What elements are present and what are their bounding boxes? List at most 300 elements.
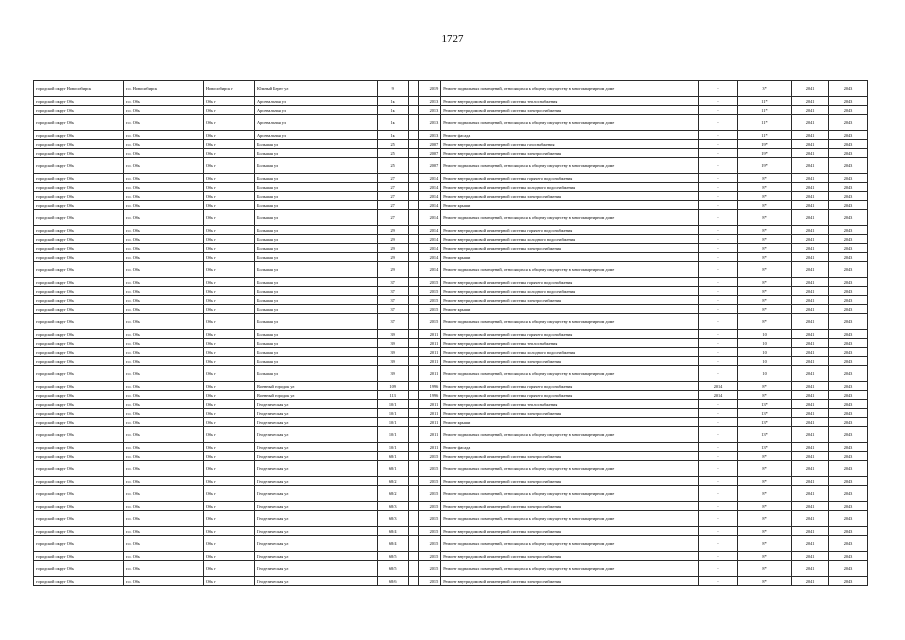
house-number-cell: 27	[377, 183, 408, 192]
year-cell: 2015	[418, 314, 441, 330]
work-type-cell: Ремонт внутридомовой инженерной системы горячего водоснабжения	[441, 382, 699, 391]
year-cell: 2015	[418, 511, 441, 527]
municipality-cell: городской округ Обь	[34, 391, 124, 400]
wear-percent-cell: 8*	[737, 552, 791, 561]
year-cell: 2011	[418, 330, 441, 339]
settlement-cell: г.о. Обь	[124, 287, 204, 296]
house-number-cell: 1к	[377, 115, 408, 131]
locality-cell: Обь г	[203, 253, 254, 262]
settlement-cell: г.о. Обь	[124, 106, 204, 115]
settlement-cell: г.о. Обь	[124, 577, 204, 586]
house-number-cell: 29	[377, 262, 408, 278]
year-cell: 2013	[418, 97, 441, 106]
house-number-cell: 25	[377, 140, 408, 149]
wear-percent-cell: 10	[737, 339, 791, 348]
locality-cell: Обь г	[203, 357, 254, 366]
locality-cell: Обь г	[203, 296, 254, 305]
period-end-cell: 2043	[829, 158, 868, 174]
period-start-cell: 2041	[792, 97, 829, 106]
house-letter-cell	[408, 477, 418, 486]
house-letter-cell	[408, 158, 418, 174]
wear-percent-cell: 11*	[737, 106, 791, 115]
wear-percent-cell: 8*	[737, 577, 791, 586]
house-number-cell: 37	[377, 314, 408, 330]
house-letter-cell	[408, 253, 418, 262]
street-cell: Южный Берег ул	[255, 81, 378, 97]
locality-cell: Обь г	[203, 561, 254, 577]
settlement-cell: г.о. Обь	[124, 552, 204, 561]
locality-cell: Обь г	[203, 140, 254, 149]
house-letter-cell	[408, 149, 418, 158]
work-type-cell: Ремонт фасада	[441, 443, 699, 452]
municipality-cell: городской округ Обь	[34, 140, 124, 149]
street-cell: Большая ул	[255, 278, 378, 287]
wear-percent-cell: 3*	[737, 81, 791, 97]
street-cell: Военный городок ул	[255, 382, 378, 391]
house-number-cell: 1к	[377, 97, 408, 106]
house-number-cell: 1к	[377, 106, 408, 115]
house-number-cell: 68/3	[377, 502, 408, 511]
street-cell: Большая ул	[255, 201, 378, 210]
work-type-cell: Ремонт подвальных помещений, относящихся к общему имуществу в многоквартирном доме	[441, 158, 699, 174]
locality-cell: Обь г	[203, 418, 254, 427]
house-letter-cell	[408, 305, 418, 314]
locality-cell: Обь г	[203, 235, 254, 244]
house-letter-cell	[408, 577, 418, 586]
wear-percent-cell: 8*	[737, 314, 791, 330]
settlement-cell: г.о. Новосибирск	[124, 81, 204, 97]
work-type-cell: Ремонт подвальных помещений, относящихся к общему имуществу в многоквартирном доме	[441, 486, 699, 502]
previous-repair-year-cell: -	[699, 149, 738, 158]
municipality-cell: городской округ Обь	[34, 192, 124, 201]
locality-cell: Обь г	[203, 131, 254, 140]
locality-cell: Обь г	[203, 226, 254, 235]
previous-repair-year-cell: -	[699, 427, 738, 443]
period-end-cell: 2043	[829, 81, 868, 97]
period-end-cell: 2043	[829, 348, 868, 357]
house-number-cell: 39	[377, 339, 408, 348]
locality-cell: Обь г	[203, 391, 254, 400]
period-end-cell: 2043	[829, 486, 868, 502]
house-number-cell: 25	[377, 158, 408, 174]
year-cell: 2014	[418, 192, 441, 201]
wear-percent-cell: 8*	[737, 183, 791, 192]
municipality-cell: городской округ Обь	[34, 461, 124, 477]
municipality-cell: городской округ Обь	[34, 443, 124, 452]
year-cell: 2014	[418, 201, 441, 210]
locality-cell: Обь г	[203, 192, 254, 201]
period-end-cell: 2043	[829, 452, 868, 461]
settlement-cell: г.о. Обь	[124, 357, 204, 366]
wear-percent-cell: 11*	[737, 97, 791, 106]
settlement-cell: г.о. Обь	[124, 174, 204, 183]
period-start-cell: 2041	[792, 477, 829, 486]
house-letter-cell	[408, 357, 418, 366]
previous-repair-year-cell: -	[699, 357, 738, 366]
period-start-cell: 2041	[792, 536, 829, 552]
municipality-cell: городской округ Обь	[34, 552, 124, 561]
settlement-cell: г.о. Обь	[124, 339, 204, 348]
house-number-cell: 68/6	[377, 577, 408, 586]
table-row	[34, 305, 868, 314]
previous-repair-year-cell: -	[699, 140, 738, 149]
year-cell: 2015	[418, 552, 441, 561]
locality-cell: Обь г	[203, 115, 254, 131]
house-number-cell: 68/4	[377, 527, 408, 536]
settlement-cell: г.о. Обь	[124, 192, 204, 201]
previous-repair-year-cell: -	[699, 330, 738, 339]
period-start-cell: 2041	[792, 158, 829, 174]
house-letter-cell	[408, 409, 418, 418]
house-number-cell: 9	[377, 81, 408, 97]
settlement-cell: г.о. Обь	[124, 427, 204, 443]
period-end-cell: 2043	[829, 97, 868, 106]
period-start-cell: 2041	[792, 106, 829, 115]
period-start-cell: 2041	[792, 314, 829, 330]
work-type-cell: Ремонт внутридомовой инженерной системы теплоснабжения	[441, 400, 699, 409]
previous-repair-year-cell: 2014	[699, 382, 738, 391]
street-cell: Большая ул	[255, 357, 378, 366]
period-start-cell: 2041	[792, 183, 829, 192]
settlement-cell: г.о. Обь	[124, 400, 204, 409]
wear-percent-cell: 11*	[737, 115, 791, 131]
house-letter-cell	[408, 330, 418, 339]
house-number-cell: 29	[377, 235, 408, 244]
previous-repair-year-cell: -	[699, 253, 738, 262]
year-cell: 2013	[418, 115, 441, 131]
previous-repair-year-cell: -	[699, 409, 738, 418]
year-cell: 2015	[418, 278, 441, 287]
period-end-cell: 2043	[829, 461, 868, 477]
municipality-cell: городской округ Обь	[34, 527, 124, 536]
street-cell: Большая ул	[255, 339, 378, 348]
previous-repair-year-cell: -	[699, 443, 738, 452]
work-type-cell: Ремонт внутридомовой инженерной системы горячего водоснабжения	[441, 391, 699, 400]
street-cell: Арсенальная ул	[255, 131, 378, 140]
settlement-cell: г.о. Обь	[124, 502, 204, 511]
work-type-cell: Ремонт внутридомовой инженерной системы газоснабжения	[441, 140, 699, 149]
municipality-cell: городской округ Обь	[34, 409, 124, 418]
municipality-cell: городской округ Обь	[34, 149, 124, 158]
table-row	[34, 357, 868, 366]
period-start-cell: 2041	[792, 511, 829, 527]
street-cell: Геодезическая ул	[255, 418, 378, 427]
year-cell: 2011	[418, 427, 441, 443]
house-number-cell: 27	[377, 210, 408, 226]
locality-cell: Новосибирск г	[203, 81, 254, 97]
work-type-cell: Ремонт подвальных помещений, относящихся к общему имуществу в многоквартирном доме	[441, 561, 699, 577]
period-start-cell: 2041	[792, 226, 829, 235]
house-number-cell: 68/5	[377, 552, 408, 561]
period-start-cell: 2041	[792, 443, 829, 452]
period-start-cell: 2041	[792, 192, 829, 201]
locality-cell: Обь г	[203, 97, 254, 106]
house-number-cell: 37	[377, 296, 408, 305]
period-start-cell: 2041	[792, 452, 829, 461]
table-row	[34, 461, 868, 477]
wear-percent-cell: 10	[737, 330, 791, 339]
period-end-cell: 2043	[829, 262, 868, 278]
house-letter-cell	[408, 452, 418, 461]
year-cell: 2019	[418, 81, 441, 97]
house-number-cell: 10/1	[377, 443, 408, 452]
work-type-cell: Ремонт внутридомовой инженерной системы холодного водоснабжения	[441, 183, 699, 192]
municipality-cell: городской округ Обь	[34, 418, 124, 427]
house-number-cell: 68/2	[377, 477, 408, 486]
year-cell: 2014	[418, 235, 441, 244]
work-type-cell: Ремонт внутридомовой инженерной системы электроснабжения	[441, 452, 699, 461]
year-cell: 2014	[418, 244, 441, 253]
wear-percent-cell: 8*	[737, 382, 791, 391]
house-number-cell: 39	[377, 348, 408, 357]
year-cell: 2014	[418, 174, 441, 183]
house-number-cell: 27	[377, 201, 408, 210]
wear-percent-cell: 19*	[737, 140, 791, 149]
table-row	[34, 577, 868, 586]
wear-percent-cell: 8*	[737, 244, 791, 253]
work-type-cell: Ремонт крыши	[441, 418, 699, 427]
settlement-cell: г.о. Обь	[124, 418, 204, 427]
table-row	[34, 443, 868, 452]
work-type-cell: Ремонт подвальных помещений, относящихся к общему имуществу в многоквартирном доме	[441, 81, 699, 97]
period-start-cell: 2041	[792, 527, 829, 536]
period-start-cell: 2041	[792, 201, 829, 210]
house-letter-cell	[408, 339, 418, 348]
previous-repair-year-cell: -	[699, 536, 738, 552]
previous-repair-year-cell: -	[699, 552, 738, 561]
house-letter-cell	[408, 443, 418, 452]
work-type-cell: Ремонт внутридомовой инженерной системы электроснабжения	[441, 409, 699, 418]
street-cell: Геодезическая ул	[255, 577, 378, 586]
house-number-cell: 68/4	[377, 536, 408, 552]
previous-repair-year-cell: -	[699, 296, 738, 305]
street-cell: Геодезическая ул	[255, 561, 378, 577]
house-letter-cell	[408, 561, 418, 577]
period-start-cell: 2041	[792, 305, 829, 314]
settlement-cell: г.о. Обь	[124, 97, 204, 106]
settlement-cell: г.о. Обь	[124, 253, 204, 262]
year-cell: 2011	[418, 357, 441, 366]
locality-cell: Обь г	[203, 314, 254, 330]
table-row	[34, 366, 868, 382]
work-type-cell: Ремонт внутридомовой инженерной системы электроснабжения	[441, 552, 699, 561]
previous-repair-year-cell: -	[699, 183, 738, 192]
wear-percent-cell: 8*	[737, 486, 791, 502]
period-end-cell: 2043	[829, 296, 868, 305]
year-cell: 2011	[418, 409, 441, 418]
settlement-cell: г.о. Обь	[124, 366, 204, 382]
previous-repair-year-cell: -	[699, 339, 738, 348]
wear-percent-cell: 8*	[737, 296, 791, 305]
house-number-cell: 68/2	[377, 486, 408, 502]
municipality-cell: городской округ Обь	[34, 253, 124, 262]
period-start-cell: 2041	[792, 149, 829, 158]
previous-repair-year-cell: -	[699, 502, 738, 511]
settlement-cell: г.о. Обь	[124, 140, 204, 149]
street-cell: Геодезическая ул	[255, 552, 378, 561]
locality-cell: Обь г	[203, 174, 254, 183]
settlement-cell: г.о. Обь	[124, 235, 204, 244]
house-letter-cell	[408, 461, 418, 477]
house-letter-cell	[408, 527, 418, 536]
previous-repair-year-cell: -	[699, 418, 738, 427]
previous-repair-year-cell: -	[699, 106, 738, 115]
period-start-cell: 2041	[792, 552, 829, 561]
wear-percent-cell: 8*	[737, 287, 791, 296]
previous-repair-year-cell: -	[699, 192, 738, 201]
period-end-cell: 2043	[829, 339, 868, 348]
year-cell: 2007	[418, 158, 441, 174]
period-end-cell: 2043	[829, 477, 868, 486]
wear-percent-cell: 8*	[737, 235, 791, 244]
period-start-cell: 2041	[792, 253, 829, 262]
street-cell: Геодезическая ул	[255, 443, 378, 452]
wear-percent-cell: 8*	[737, 201, 791, 210]
work-type-cell: Ремонт внутридомовой инженерной системы электроснабжения	[441, 577, 699, 586]
table-row	[34, 382, 868, 391]
period-end-cell: 2043	[829, 210, 868, 226]
previous-repair-year-cell: -	[699, 210, 738, 226]
year-cell: 2014	[418, 226, 441, 235]
house-number-cell: 39	[377, 330, 408, 339]
period-end-cell: 2043	[829, 305, 868, 314]
year-cell: 1996	[418, 391, 441, 400]
settlement-cell: г.о. Обь	[124, 201, 204, 210]
locality-cell: Обь г	[203, 486, 254, 502]
locality-cell: Обь г	[203, 149, 254, 158]
period-start-cell: 2041	[792, 287, 829, 296]
work-type-cell: Ремонт внутридомовой инженерной системы холодного водоснабжения	[441, 235, 699, 244]
house-letter-cell	[408, 183, 418, 192]
period-end-cell: 2043	[829, 511, 868, 527]
house-number-cell: 27	[377, 174, 408, 183]
previous-repair-year-cell: -	[699, 305, 738, 314]
work-type-cell: Ремонт внутридомовой инженерной системы холодного водоснабжения	[441, 287, 699, 296]
year-cell: 2014	[418, 253, 441, 262]
settlement-cell: г.о. Обь	[124, 391, 204, 400]
work-type-cell: Ремонт внутридомовой инженерной системы электроснабжения	[441, 244, 699, 253]
year-cell: 2014	[418, 262, 441, 278]
house-letter-cell	[408, 81, 418, 97]
street-cell: Геодезическая ул	[255, 461, 378, 477]
period-end-cell: 2043	[829, 418, 868, 427]
locality-cell: Обь г	[203, 427, 254, 443]
municipality-cell: городской округ Обь	[34, 348, 124, 357]
street-cell: Геодезическая ул	[255, 452, 378, 461]
municipality-cell: городской округ Обь	[34, 477, 124, 486]
period-end-cell: 2043	[829, 278, 868, 287]
work-type-cell: Ремонт внутридомовой инженерной системы электроснабжения	[441, 357, 699, 366]
locality-cell: Обь г	[203, 330, 254, 339]
settlement-cell: г.о. Обь	[124, 149, 204, 158]
house-letter-cell	[408, 226, 418, 235]
previous-repair-year-cell: -	[699, 452, 738, 461]
locality-cell: Обь г	[203, 210, 254, 226]
municipality-cell: городской округ Обь	[34, 330, 124, 339]
table-row	[34, 552, 868, 561]
period-start-cell: 2041	[792, 577, 829, 586]
previous-repair-year-cell: -	[699, 486, 738, 502]
period-end-cell: 2043	[829, 527, 868, 536]
work-type-cell: Ремонт внутридомовой инженерной системы электроснабжения	[441, 502, 699, 511]
table-row	[34, 452, 868, 461]
house-letter-cell	[408, 287, 418, 296]
table-row	[34, 115, 868, 131]
work-type-cell: Ремонт внутридомовой инженерной системы электроснабжения	[441, 296, 699, 305]
period-end-cell: 2043	[829, 115, 868, 131]
settlement-cell: г.о. Обь	[124, 527, 204, 536]
municipality-cell: городской округ Обь	[34, 561, 124, 577]
settlement-cell: г.о. Обь	[124, 183, 204, 192]
settlement-cell: г.о. Обь	[124, 158, 204, 174]
locality-cell: Обь г	[203, 502, 254, 511]
table-row	[34, 235, 868, 244]
municipality-cell: городской округ Обь	[34, 278, 124, 287]
year-cell: 2015	[418, 477, 441, 486]
previous-repair-year-cell: 2014	[699, 391, 738, 400]
table-row	[34, 536, 868, 552]
locality-cell: Обь г	[203, 287, 254, 296]
street-cell: Большая ул	[255, 244, 378, 253]
municipality-cell: городской округ Обь	[34, 400, 124, 409]
table-row	[34, 348, 868, 357]
house-number-cell: 27	[377, 192, 408, 201]
work-type-cell: Ремонт внутридомовой инженерной системы электроснабжения	[441, 106, 699, 115]
work-type-cell: Ремонт внутридомовой инженерной системы горячего водоснабжения	[441, 174, 699, 183]
street-cell: Большая ул	[255, 226, 378, 235]
wear-percent-cell: 10	[737, 366, 791, 382]
table-row	[34, 339, 868, 348]
wear-percent-cell: 8*	[737, 502, 791, 511]
year-cell: 2015	[418, 452, 441, 461]
municipality-cell: городской округ Обь	[34, 115, 124, 131]
house-number-cell: 29	[377, 226, 408, 235]
year-cell: 2015	[418, 461, 441, 477]
settlement-cell: г.о. Обь	[124, 296, 204, 305]
period-end-cell: 2043	[829, 357, 868, 366]
street-cell: Большая ул	[255, 183, 378, 192]
house-number-cell: 25	[377, 149, 408, 158]
previous-repair-year-cell: -	[699, 201, 738, 210]
house-letter-cell	[408, 486, 418, 502]
wear-percent-cell: 8*	[737, 278, 791, 287]
street-cell: Большая ул	[255, 305, 378, 314]
year-cell: 2011	[418, 443, 441, 452]
table-row	[34, 391, 868, 400]
wear-percent-cell: 13*	[737, 418, 791, 427]
table-row	[34, 409, 868, 418]
period-end-cell: 2043	[829, 174, 868, 183]
street-cell: Большая ул	[255, 366, 378, 382]
table-row	[34, 158, 868, 174]
period-end-cell: 2043	[829, 427, 868, 443]
wear-percent-cell: 8*	[737, 174, 791, 183]
table-row	[34, 486, 868, 502]
table-row	[34, 131, 868, 140]
period-start-cell: 2041	[792, 461, 829, 477]
locality-cell: Обь г	[203, 527, 254, 536]
street-cell: Большая ул	[255, 210, 378, 226]
settlement-cell: г.о. Обь	[124, 330, 204, 339]
table-row	[34, 183, 868, 192]
period-end-cell: 2043	[829, 330, 868, 339]
table-row	[34, 81, 868, 97]
year-cell: 2015	[418, 287, 441, 296]
house-letter-cell	[408, 140, 418, 149]
work-type-cell: Ремонт подвальных помещений, относящихся к общему имуществу в многоквартирном доме	[441, 511, 699, 527]
period-start-cell: 2041	[792, 357, 829, 366]
table-row	[34, 174, 868, 183]
